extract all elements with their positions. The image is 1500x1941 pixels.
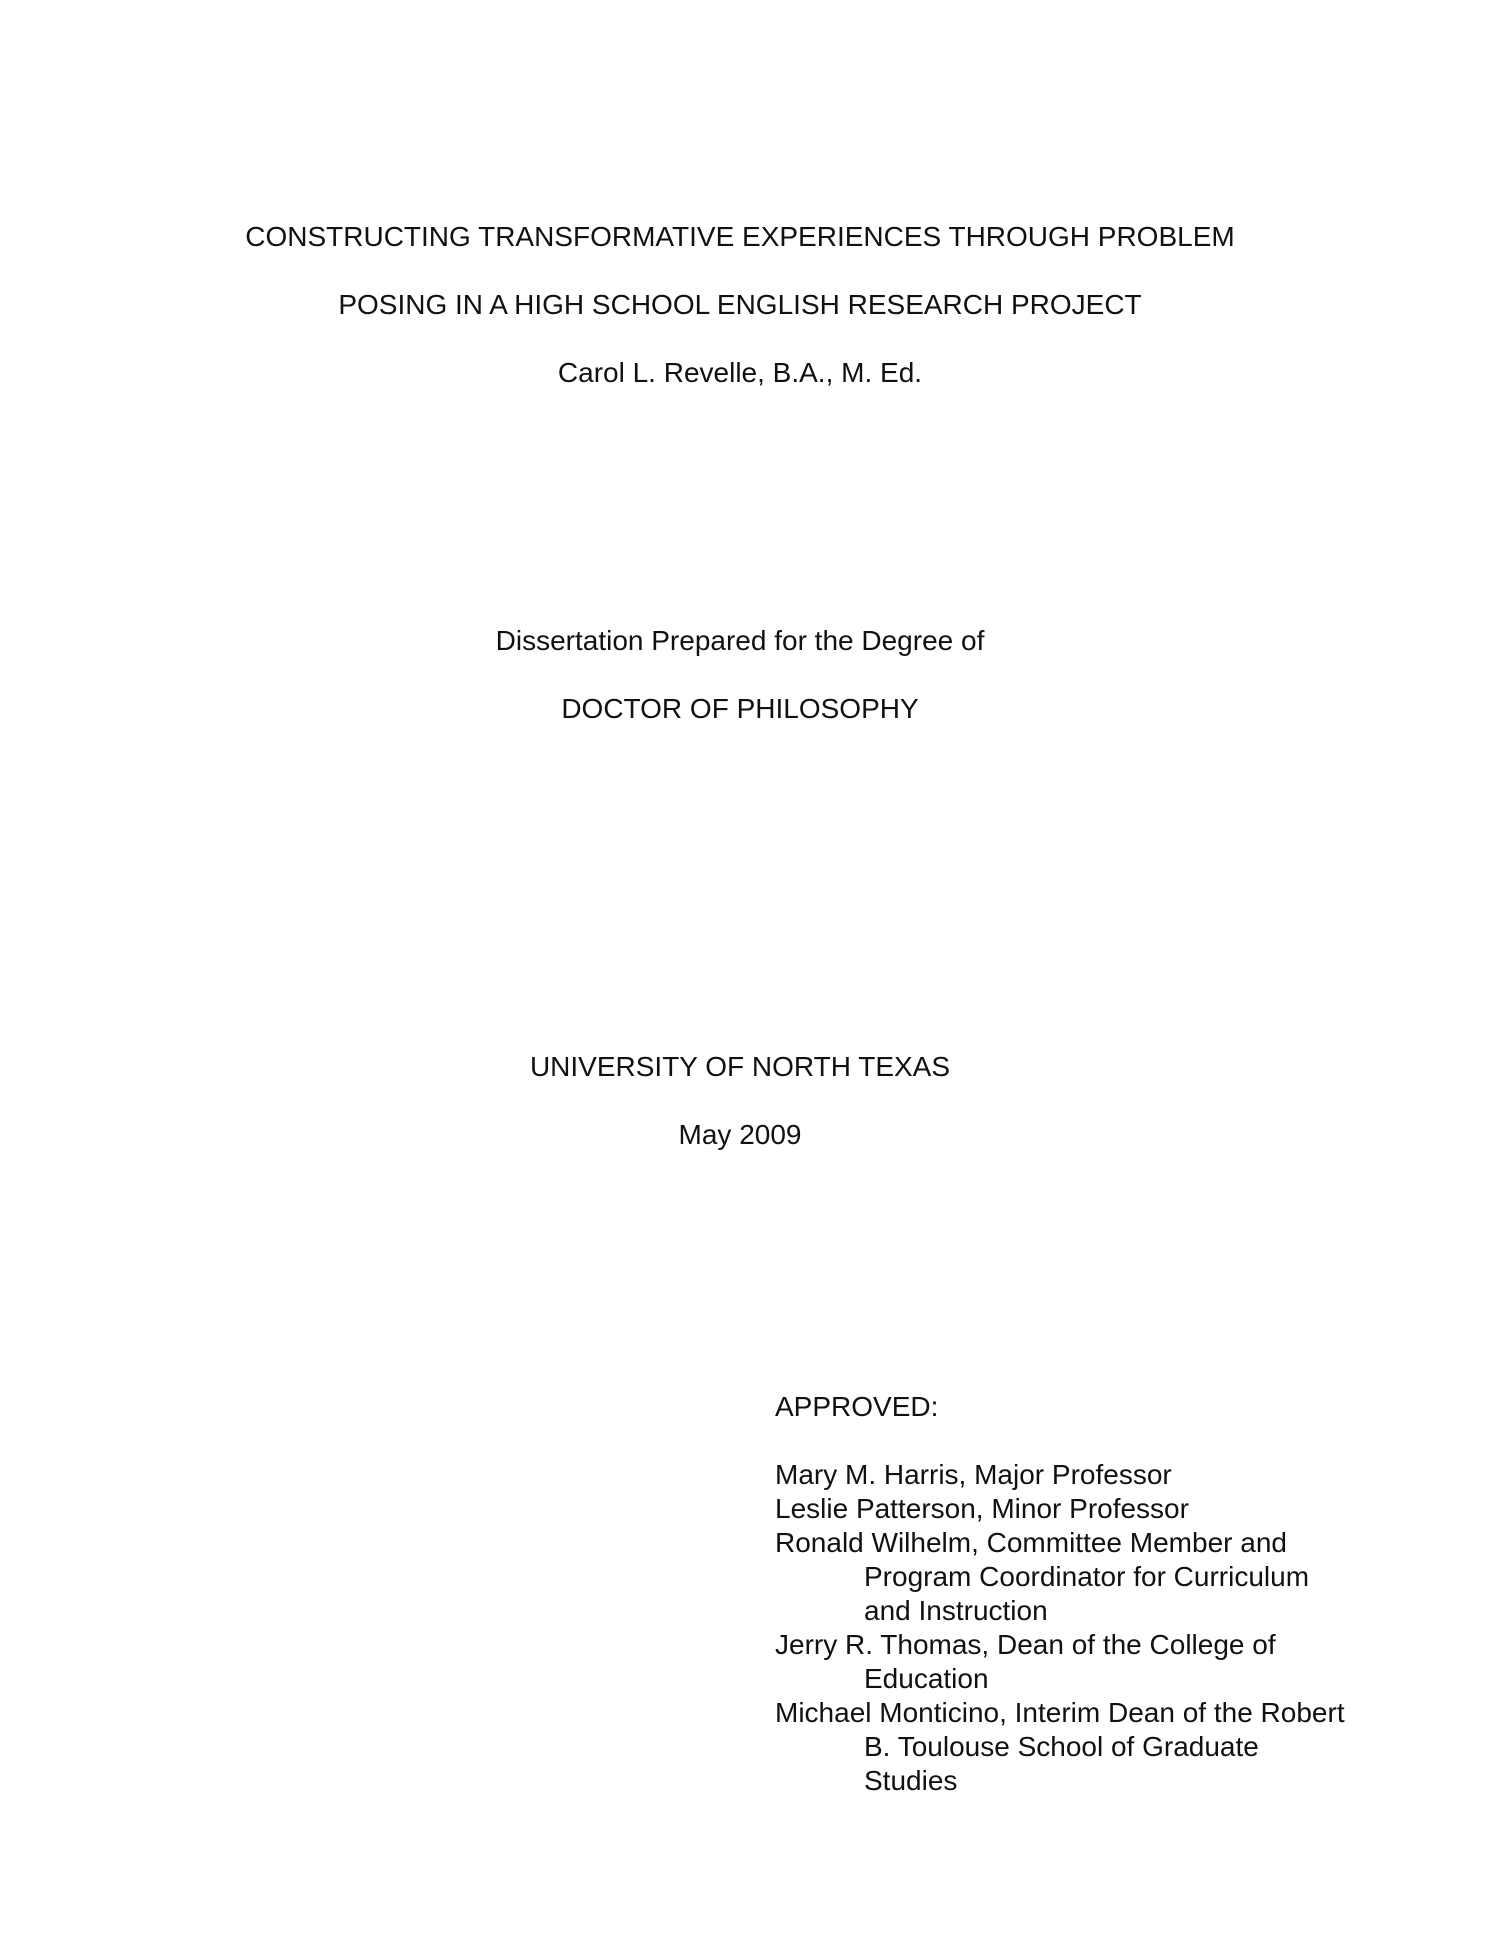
title-line-1: CONSTRUCTING TRANSFORMATIVE EXPERIENCES THROUGH PROBLEM [245,221,1235,252]
approver-line: Mary M. Harris, Major Professor [775,1459,1172,1490]
approver-line: Michael Monticino, Interim Dean of the Robert [775,1697,1345,1728]
approver-entry [775,1458,1475,1492]
degree-statement: Dissertation Prepared for the Degree of [495,625,985,656]
approver-entry [775,1628,1475,1696]
approval-heading: APPROVED: [775,1391,939,1422]
approval-block [775,1390,1475,1798]
title-line-2: POSING IN A HIGH SCHOOL ENGLISH RESEARCH PROJECT [338,289,1142,320]
approver-line: Leslie Patterson, Minor Professor [775,1493,1189,1524]
approver-entry [775,1526,1475,1628]
approver-entry [775,1696,1475,1798]
approver-entry [775,1492,1475,1526]
approver-line-continued: Education [864,1663,989,1694]
degree-name: DOCTOR OF PHILOSOPHY [561,693,919,724]
institution-name: UNIVERSITY OF NORTH TEXAS [529,1051,951,1082]
approver-line: Jerry R. Thomas, Dean of the College of [775,1629,1276,1660]
author-name: Carol L. Revelle, B.A., M. Ed. [557,357,923,388]
submission-date: May 2009 [678,1119,802,1150]
approver-line-continued: and Instruction [864,1595,1048,1626]
approver-line-continued: B. Toulouse School of Graduate [864,1731,1259,1762]
approver-line: Ronald Wilhelm, Committee Member and [775,1527,1287,1558]
approver-line-continued: Studies [864,1765,958,1796]
approver-line-continued: Program Coordinator for Curriculum [864,1561,1310,1592]
